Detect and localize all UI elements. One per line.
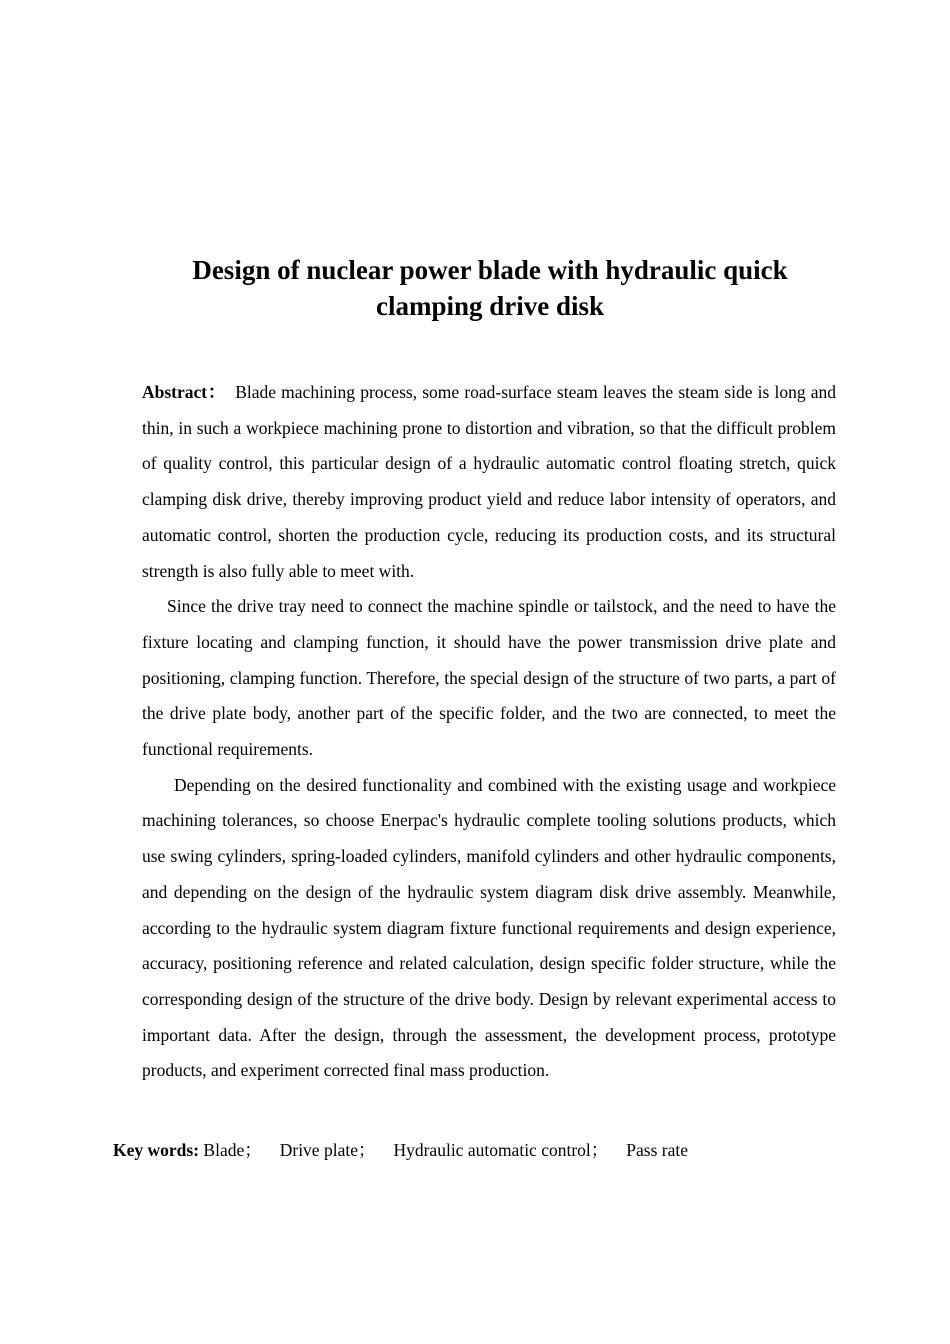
keyword-separator: ； (244, 1140, 262, 1160)
paper-title: Design of nuclear power blade with hydraulic quick clamping drive disk (192, 255, 788, 321)
abstract-colon: ： (207, 382, 227, 402)
keyword-item: Drive plate (279, 1140, 358, 1160)
abstract-section (142, 375, 836, 1089)
abstract-label: Abstract (142, 382, 208, 402)
abstract-paragraph-1-text: Blade machining process, some road-surface steam leaves the steam side is long and thin, in such a workpiece machining prone to distortion and vibration, so that the difficult problem of quality control, this particular design of a hydraulic automatic control floating stretch, quick clamping disk drive, thereby improving product yield and reduce labor intensity of operators, and automatic control, shorten the production cycle, reducing its production costs, and its structural strength is also fully able to meet with. (142, 382, 837, 581)
keyword-item: Hydraulic automatic control (393, 1140, 591, 1160)
abstract-paragraph-3: Depending on the desired functionality and combined with the existing usage and workpiece machining tolerances, so choose Enerpac's hydraulic complete tooling solutions products, which use swing cylinders, spring-loaded cylinders, manifold cylinders and other hydraulic components, and depending on the design of the hydraulic system diagram disk drive assembly. Meanwhile, according to the hydraulic system diagram fixture functional requirements and design experience, accuracy, positioning reference and related calculation, design specific folder structure, while the corresponding design of the structure of the drive body. Design by relevant experimental access to important data. After the design, through the assessment, the development process, prototype products, and experiment corrected final mass production. (142, 774, 836, 1081)
keywords-line (113, 1135, 873, 1165)
keyword-item: Blade (203, 1140, 245, 1160)
keywords-label: Key words: (113, 1140, 200, 1160)
keyword-separator: ； (357, 1140, 376, 1160)
abstract-paragraph-1 (142, 375, 836, 589)
abstract-paragraph-2: Since the drive tray need to connect the machine spindle or tailstock, and the need to have the fixture locating and clamping function, it should have the power transmission drive plate and positioning, clamping function. Therefore, the special design of the structure of two parts, a part of the drive plate body, another part of the specific folder, and the two are connected, to meet the functional requirements. (142, 596, 836, 760)
keyword-separator: ； (590, 1140, 609, 1160)
keyword-item: Pass rate (626, 1140, 688, 1160)
